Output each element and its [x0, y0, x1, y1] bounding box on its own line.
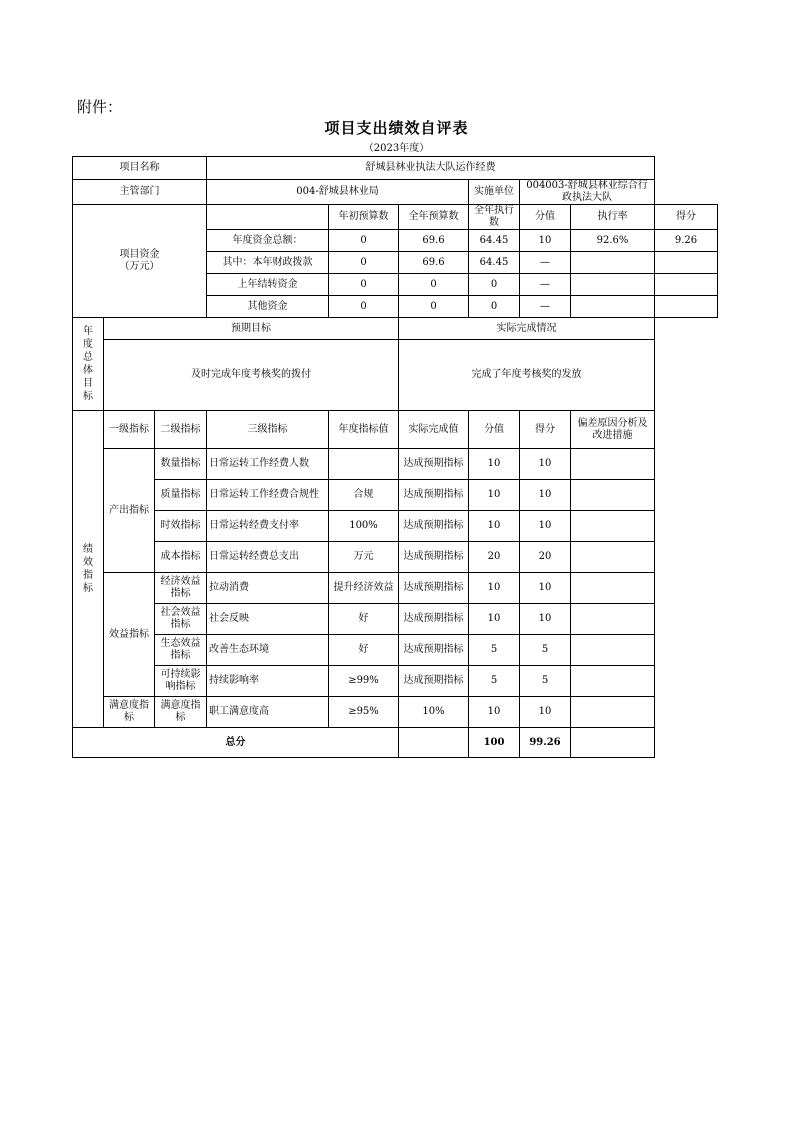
funds-cell: —	[520, 296, 571, 318]
indicator-score: 5	[469, 635, 520, 666]
indicator-reason	[571, 449, 655, 480]
indicator-got: 5	[520, 666, 571, 697]
indicator-reason	[571, 697, 655, 728]
indicator-row	[73, 666, 718, 697]
total-got: 99.26	[520, 728, 571, 758]
dept-row	[73, 180, 718, 205]
indicator-reason	[571, 573, 655, 604]
indicator-level3: 改善生态环境	[207, 635, 329, 666]
indicator-score: 10	[469, 449, 520, 480]
indicators-side-text: 绩效指标	[83, 544, 93, 594]
indicator-actual: 达成预期指标	[399, 635, 469, 666]
indicator-score: 5	[469, 666, 520, 697]
funds-cell	[571, 252, 655, 274]
impl-value: 004003-舒城县林业综合行政执法大队	[520, 180, 655, 205]
indicator-actual: 达成预期指标	[399, 604, 469, 635]
funds-header: 执行率	[571, 205, 655, 230]
indicator-row	[73, 697, 718, 728]
project-name-row	[73, 157, 718, 180]
indicator-score: 20	[469, 542, 520, 573]
indicator-level2: 经济效益指标	[155, 573, 207, 604]
indicator-actual: 达成预期指标	[399, 542, 469, 573]
indicator-score: 10	[469, 604, 520, 635]
indicator-target: 100%	[329, 511, 399, 542]
indicator-row	[73, 511, 718, 542]
indicator-reason	[571, 635, 655, 666]
funds-label	[73, 205, 207, 318]
funds-header: 年初预算数	[329, 205, 399, 230]
funds-cell	[571, 296, 655, 318]
indicators-side-label	[73, 411, 104, 728]
goals-expected-header: 预期目标	[104, 318, 399, 340]
indicator-got: 5	[520, 635, 571, 666]
funds-header: 分值	[520, 205, 571, 230]
goals-header-row	[73, 318, 718, 340]
indicator-got: 20	[520, 542, 571, 573]
attachment-label: 附件：	[77, 98, 123, 116]
funds-cell: 10	[520, 230, 571, 252]
indicator-level1: 满意度指标	[104, 697, 155, 728]
indicator-level2: 成本指标	[155, 542, 207, 573]
indicator-level2: 数量指标	[155, 449, 207, 480]
indicator-row	[73, 573, 718, 604]
funds-cell: 64.45	[469, 230, 520, 252]
indicator-level2: 社会效益指标	[155, 604, 207, 635]
indicator-got: 10	[520, 449, 571, 480]
funds-cell	[571, 274, 655, 296]
indicator-reason	[571, 604, 655, 635]
indicator-level3: 日常运转工作经费人数	[207, 449, 329, 480]
funds-row-label: 其他资金	[207, 296, 329, 318]
indicator-header-row	[73, 411, 718, 449]
total-score: 100	[469, 728, 520, 758]
goals-actual-header: 实际完成情况	[399, 318, 655, 340]
goals-expected: 及时完成年度考核奖的拨付	[104, 340, 399, 411]
project-name-value: 舒城县林业执法大队运作经费	[207, 157, 655, 180]
indicator-target	[329, 449, 399, 480]
indicator-level3: 拉动消费	[207, 573, 329, 604]
funds-row-label: 上年结转资金	[207, 274, 329, 296]
funds-header-row	[73, 205, 718, 230]
indicator-header: 实际完成值	[399, 411, 469, 449]
funds-header: 全年预算数	[399, 205, 469, 230]
funds-cell	[655, 274, 718, 296]
indicator-header: 年度指标值	[329, 411, 399, 449]
indicator-header: 得分	[520, 411, 571, 449]
funds-cell: 0	[399, 296, 469, 318]
self-evaluation-table	[72, 156, 718, 758]
indicator-level3: 职工满意度高	[207, 697, 329, 728]
goals-side-text: 年度总体目标	[83, 326, 93, 402]
indicator-got: 10	[520, 573, 571, 604]
total-row	[73, 728, 718, 758]
project-name-label: 项目名称	[73, 157, 207, 180]
goals-row	[73, 340, 718, 411]
funds-cell: —	[520, 252, 571, 274]
indicator-level3: 日常运转经费总支出	[207, 542, 329, 573]
impl-label: 实施单位	[469, 180, 520, 205]
funds-cell: 9.26	[655, 230, 718, 252]
funds-row-label: 其中：本年财政拨款	[207, 252, 329, 274]
total-reason	[571, 728, 655, 758]
indicator-level2: 时效指标	[155, 511, 207, 542]
indicator-level3: 日常运转工作经费合规性	[207, 480, 329, 511]
indicator-actual: 达成预期指标	[399, 511, 469, 542]
indicator-row	[73, 542, 718, 573]
indicator-header: 一级指标	[104, 411, 155, 449]
indicator-score: 10	[469, 480, 520, 511]
indicator-got: 10	[520, 480, 571, 511]
indicator-level2: 可持续影响指标	[155, 666, 207, 697]
indicator-header: 三级指标	[207, 411, 329, 449]
funds-cell: 0	[329, 230, 399, 252]
indicator-reason	[571, 542, 655, 573]
funds-cell	[655, 296, 718, 318]
indicator-reason	[571, 666, 655, 697]
indicator-target: 合规	[329, 480, 399, 511]
indicator-actual: 达成预期指标	[399, 573, 469, 604]
funds-cell: 0	[329, 274, 399, 296]
indicator-actual: 达成预期指标	[399, 480, 469, 511]
goals-side-label	[73, 318, 104, 411]
funds-cell: 92.6%	[571, 230, 655, 252]
funds-cell: 69.6	[399, 252, 469, 274]
total-blank	[399, 728, 469, 758]
funds-header: 得分	[655, 205, 718, 230]
funds-cell: 0	[329, 252, 399, 274]
funds-cell: 0	[399, 274, 469, 296]
funds-cell: —	[520, 274, 571, 296]
indicator-target: 好	[329, 604, 399, 635]
indicator-header: 二级指标	[155, 411, 207, 449]
indicator-level2: 满意度指标	[155, 697, 207, 728]
funds-cell: 0	[469, 274, 520, 296]
indicator-reason	[571, 480, 655, 511]
indicator-got: 10	[520, 697, 571, 728]
indicator-got: 10	[520, 511, 571, 542]
indicator-header: 分值	[469, 411, 520, 449]
funds-cell: 0	[469, 296, 520, 318]
indicator-row	[73, 480, 718, 511]
funds-header: 全年执行数	[469, 205, 520, 230]
funds-row-label: 年度资金总额：	[207, 230, 329, 252]
indicator-target: ≥99%	[329, 666, 399, 697]
indicator-level3: 社会反映	[207, 604, 329, 635]
indicator-level1: 效益指标	[104, 573, 155, 697]
year-label: （2023年度）	[363, 143, 430, 154]
dept-label: 主管部门	[73, 180, 207, 205]
goals-actual: 完成了年度考核奖的发放	[399, 340, 655, 411]
indicator-level3: 日常运转经费支付率	[207, 511, 329, 542]
indicator-score: 10	[469, 511, 520, 542]
indicator-target: 万元	[329, 542, 399, 573]
indicator-actual: 达成预期指标	[399, 666, 469, 697]
indicator-header: 偏差原因分析及改进措施	[571, 411, 655, 449]
funds-label-line2: （万元）	[119, 261, 160, 272]
indicator-level2: 生态效益指标	[155, 635, 207, 666]
indicator-score: 10	[469, 697, 520, 728]
dept-value: 004-舒城县林业局	[207, 180, 469, 205]
funds-cell	[655, 252, 718, 274]
funds-cell: 69.6	[399, 230, 469, 252]
funds-cell: 0	[329, 296, 399, 318]
indicator-level3: 持续影响率	[207, 666, 329, 697]
indicator-row	[73, 604, 718, 635]
indicator-target: 提升经济效益	[329, 573, 399, 604]
funds-cell: 64.45	[469, 252, 520, 274]
indicator-row	[73, 635, 718, 666]
page-title: 项目支出绩效自评表	[324, 119, 469, 137]
indicator-row	[73, 449, 718, 480]
indicator-target: ≥95%	[329, 697, 399, 728]
indicator-level2: 质量指标	[155, 480, 207, 511]
indicator-actual: 达成预期指标	[399, 449, 469, 480]
indicator-score: 10	[469, 573, 520, 604]
indicator-reason	[571, 511, 655, 542]
indicator-got: 10	[520, 604, 571, 635]
funds-label-line1: 项目资金	[119, 249, 160, 260]
total-label: 总分	[73, 728, 399, 758]
indicator-level1: 产出指标	[104, 449, 155, 573]
funds-header-blank	[207, 205, 329, 230]
indicator-actual: 10%	[399, 697, 469, 728]
indicator-target: 好	[329, 635, 399, 666]
